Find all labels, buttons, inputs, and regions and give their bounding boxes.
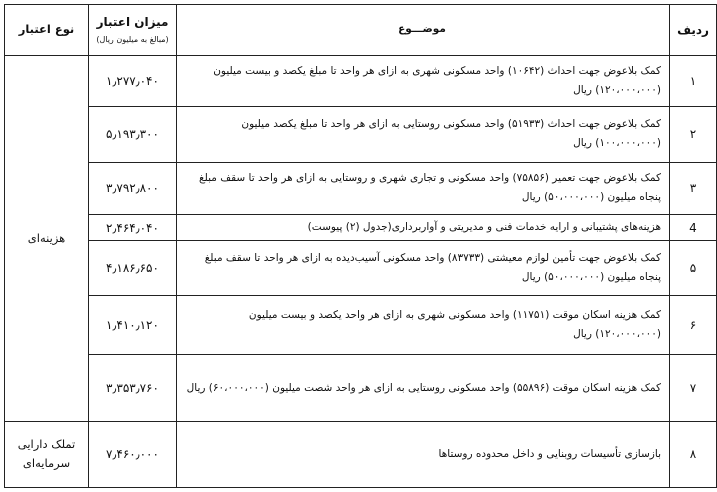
row-subject: کمک بلاعوض جهت تأمین لوازم معیشتی (۸۳۷۳۳) واحد مسکونی آسیب‌دیده به ازای هر واحد تا سقف مبلغ پنجاه میلیون (۵۰،۰۰۰،۰۰۰) ریال [177,241,670,296]
header-amount-unit: (مبالغ به میلیون ریال) [96,35,169,45]
row-number: ۲ [670,106,717,162]
header-subject: موضـــوع [177,5,670,56]
header-amount-label: میزان اعتبار [96,15,169,30]
row-subject: کمک بلاعوض جهت احداث (۵۱۹۳۳) واحد مسکونی روستایی به ازای هر واحد تا مبلغ یکصد میلیون (۱۰۰،۰۰۰،۰۰۰) ریال [177,106,670,162]
table-row [5,296,717,355]
credit-type-expense: هزینه‌ای [5,55,89,421]
row-amount: ۷٫۴۶۰٫۰۰۰ [89,421,177,487]
row-subject: کمک بلاعوض جهت احداث (۱۰۶۴۲) واحد مسکونی شهری به ازای هر واحد تا مبلغ یکصد و بیست میلیون (۱۲۰،۰۰۰،۰۰۰) ریال [177,55,670,106]
row-amount: ۱٫۴۱۰٫۱۲۰ [89,296,177,355]
table-row [5,214,717,240]
row-amount: ۱٫۲۷۷٫۰۴۰ [89,55,177,106]
row-subject: هزینه‌های پشتیبانی و ارایه خدمات فنی و مدیریتی و آواربرداری(جدول (۲) پیوست) [177,214,670,240]
header-amount [89,5,177,56]
credit-type-capital: تملک دارایی سرمایه‌ای [5,421,89,487]
table-row [5,55,717,106]
row-amount: ۳٫۳۵۳٫۷۶۰ [89,355,177,421]
row-number: ۳ [670,162,717,214]
table-row [5,162,717,214]
row-amount: ۴٫۱۸۶٫۶۵۰ [89,241,177,296]
row-subject: بازسازی تأسیسات روبنایی و داخل محدوده روستاها [177,421,670,487]
row-amount: ۵٫۱۹۳٫۳۰۰ [89,106,177,162]
header-row-number: ردیف [670,5,717,56]
row-amount: ۳٫۷۹۲٫۸۰۰ [89,162,177,214]
table-header-row [5,5,717,56]
row-number: 4 [670,214,717,240]
header-credit-type: نوع اعتبار [5,5,89,56]
table-row [5,106,717,162]
row-number: ۱ [670,55,717,106]
credit-table [4,4,717,488]
row-number: ۵ [670,241,717,296]
row-subject: کمک هزینه اسکان موقت (۵۵۸۹۶) واحد مسکونی روستایی به ازای هر واحد شصت میلیون (۶۰،۰۰۰،۰۰۰) ریال [177,355,670,421]
table-row [5,421,717,487]
table-row [5,355,717,421]
table-row [5,241,717,296]
row-number: ۸ [670,421,717,487]
row-amount: ۲٫۴۶۴٫۰۴۰ [89,214,177,240]
row-number: ۷ [670,355,717,421]
row-subject: کمک بلاعوض جهت تعمیر (۷۵۸۵۶) واحد مسکونی و تجاری شهری و روستایی به ازای هر واحد تا سقف مبلغ پنجاه میلیون (۵۰،۰۰۰،۰۰۰) ریال [177,162,670,214]
row-subject: کمک هزینه اسکان موقت (۱۱۷۵۱) واحد مسکونی شهری به ازای هر واحد یکصد و بیست میلیون (۱۲۰،۰۰۰،۰۰۰) ریال [177,296,670,355]
row-number: ۶ [670,296,717,355]
